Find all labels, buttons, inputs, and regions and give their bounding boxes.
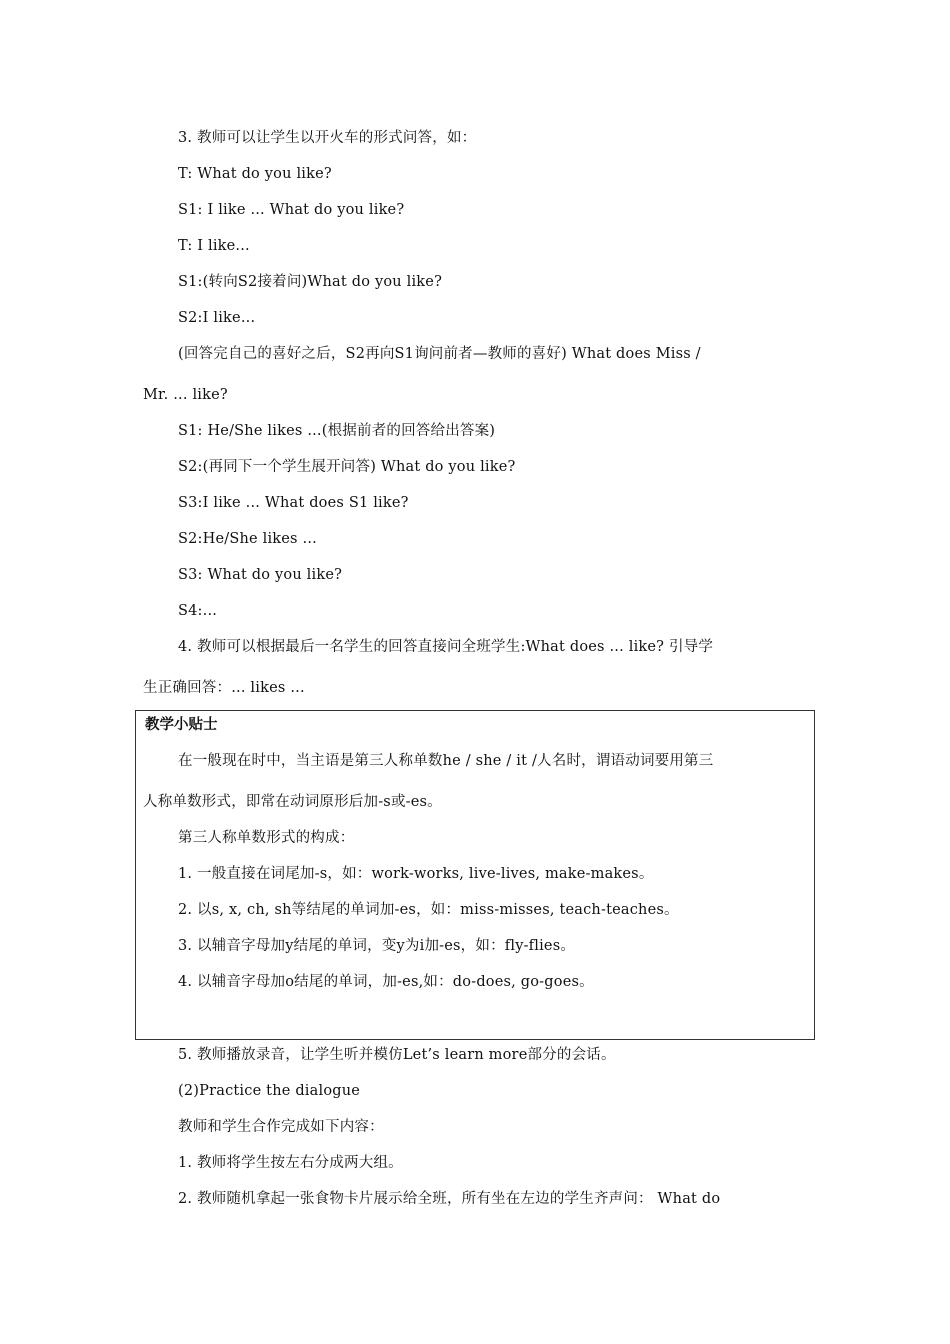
section-intro: 教师和学生合作完成如下内容： <box>178 1119 384 1135</box>
list-item: 2. 教师随机拿起一张食物卡片展示给全班，所有坐在左边的学生齐声问： What do <box>178 1191 721 1207</box>
tips-rule-item: 2. 以s, x, ch, sh等结尾的单词加-es，如：miss-misses, teach-teaches。 <box>178 902 679 918</box>
tips-title: 教学小贴士 <box>145 717 218 733</box>
dialogue-line: S3: What do you like? <box>178 567 343 583</box>
dialogue-line: (回答完自己的喜好之后，S2再向S1询问前者—教师的喜好) What does Miss / <box>178 346 701 362</box>
dialogue-line: T: What do you like? <box>178 166 332 182</box>
dialogue-line: S2:He/She likes ... <box>178 531 317 547</box>
step-4-text-cont: 生正确回答：... likes ... <box>143 680 305 696</box>
step-4-text: 4. 教师可以根据最后一名学生的回答直接问全班学生:What does ... like? 引导学 <box>178 639 714 655</box>
dialogue-line: S2:I like... <box>178 310 256 326</box>
tips-paragraph-cont: 人称单数形式，即常在动词原形后加-s或-es。 <box>143 794 442 810</box>
tips-subheading: 第三人称单数形式的构成： <box>178 830 355 846</box>
step-3-text: 3. 教师可以让学生以开火车的形式问答，如： <box>178 130 477 146</box>
dialogue-line: S1:(转向S2接着问)What do you like? <box>178 274 443 290</box>
tips-paragraph: 在一般现在时中，当主语是第三人称单数he / she / it /人名时，谓语动词要用第三 <box>178 753 714 769</box>
list-item: 1. 教师将学生按左右分成两大组。 <box>178 1155 403 1171</box>
dialogue-line: Mr. ... like? <box>143 387 228 403</box>
dialogue-line: S3:I like ... What does S1 like? <box>178 495 409 511</box>
dialogue-line: S2:(再同下一个学生展开问答) What do you like? <box>178 459 516 475</box>
teaching-tips-box <box>135 710 815 1040</box>
dialogue-line: S1: He/She likes ...(根据前者的回答给出答案) <box>178 423 496 439</box>
dialogue-line: T: I like... <box>178 238 250 254</box>
dialogue-line: S4:... <box>178 603 218 619</box>
tips-rule-item: 1. 一般直接在词尾加-s，如：work-works, live-lives, make-makes。 <box>178 866 654 882</box>
step-5-text: 5. 教师播放录音，让学生听并模仿Let’s learn more部分的会话。 <box>178 1047 616 1063</box>
tips-rule-item: 3. 以辅音字母加y结尾的单词，变y为i加-es，如：fly-flies。 <box>178 938 576 954</box>
tips-rule-item: 4. 以辅音字母加o结尾的单词，加-es,如：do-does, go-goes。 <box>178 974 594 990</box>
dialogue-line: S1: I like ... What do you like? <box>178 202 405 218</box>
section-heading: (2)Practice the dialogue <box>178 1083 361 1099</box>
